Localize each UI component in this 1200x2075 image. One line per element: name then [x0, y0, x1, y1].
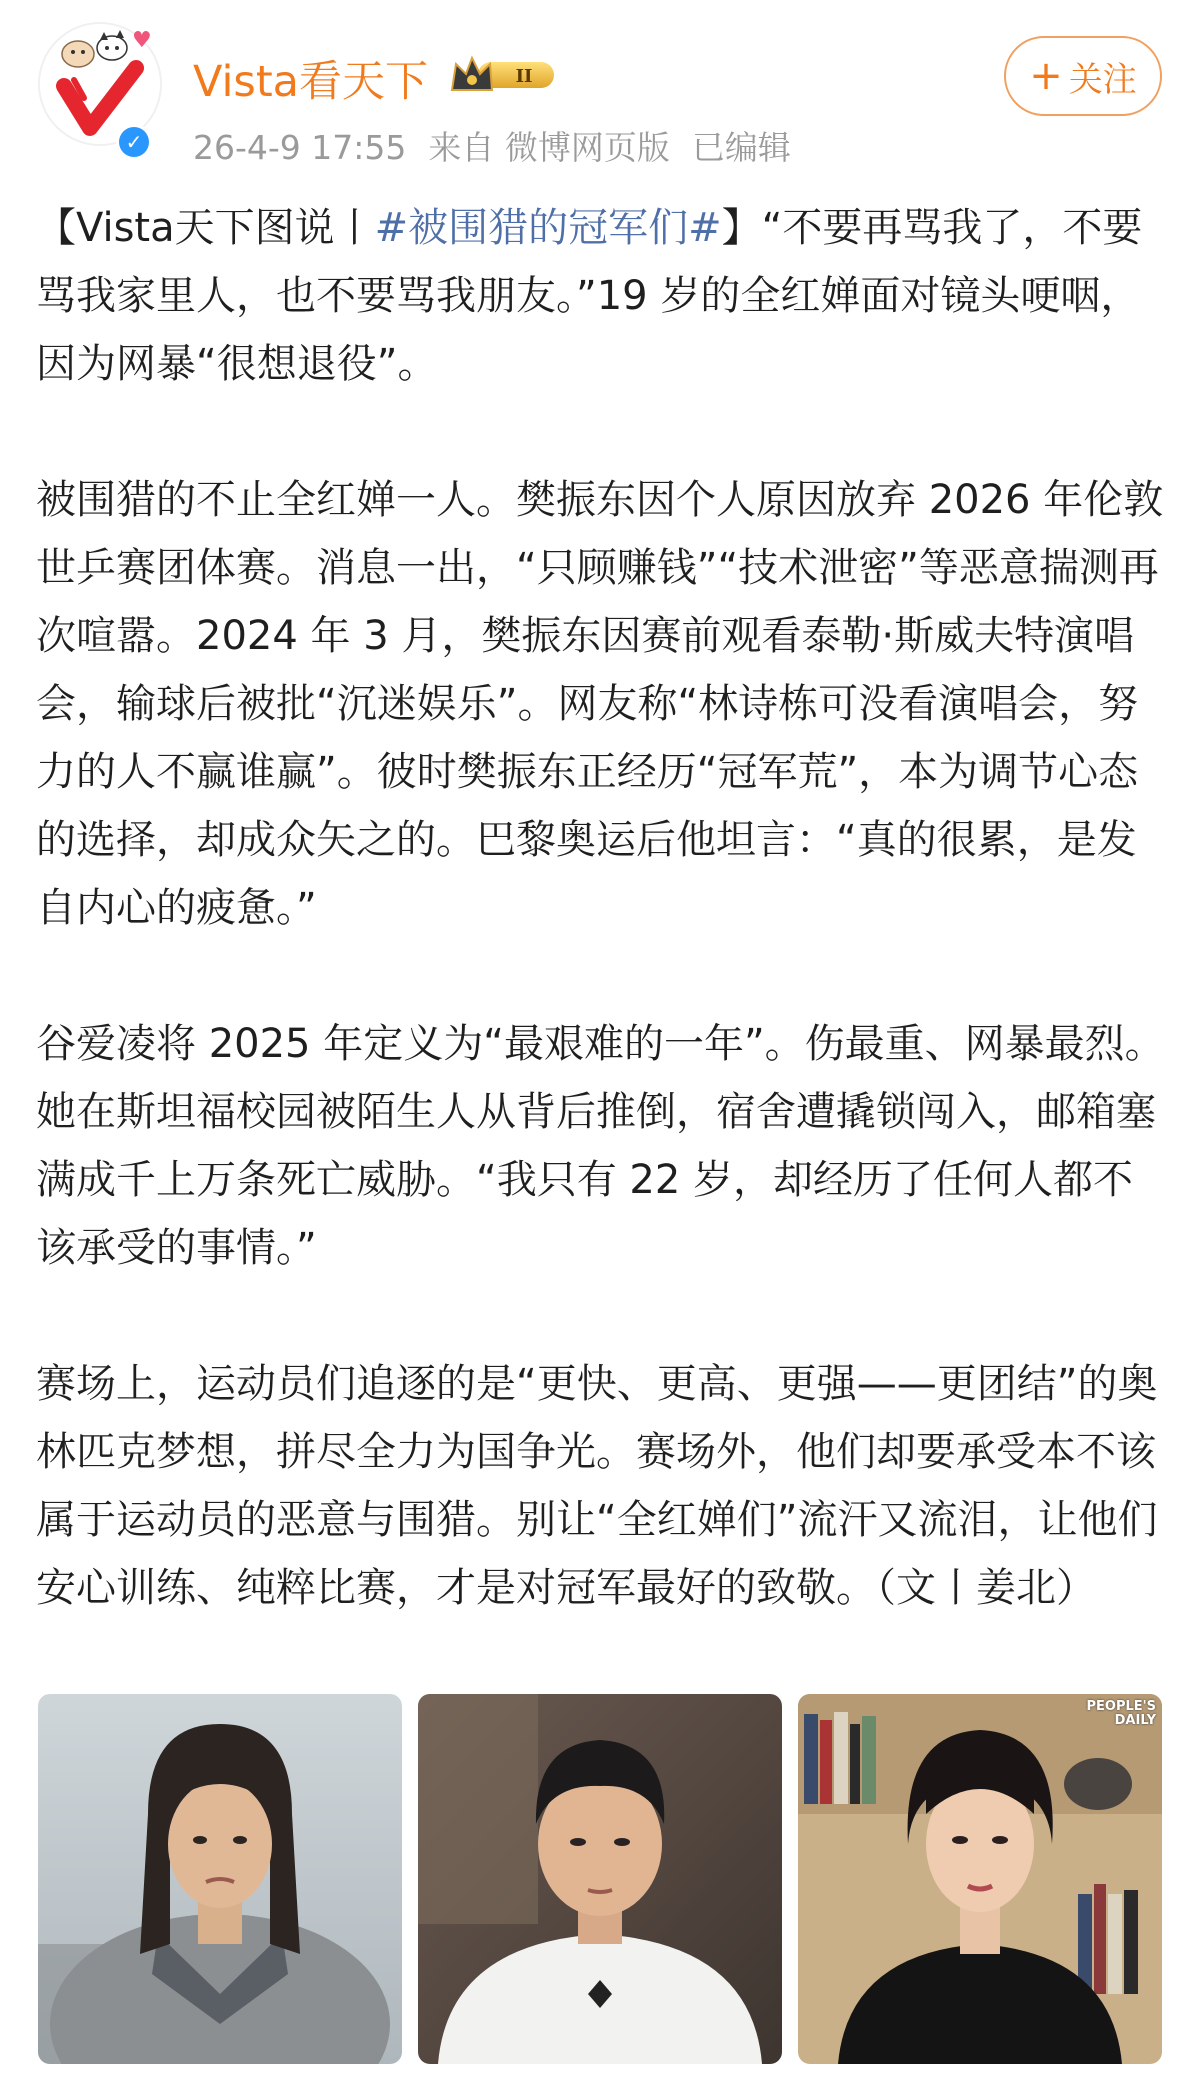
peoples-daily-watermark: PEOPLE'S DAILY [1086, 1699, 1156, 1728]
author-name[interactable]: Vista看天下 [193, 57, 429, 107]
follow-button-label: 关注 [1068, 59, 1137, 100]
heart-decoration-icon: ♥ [132, 28, 152, 53]
paragraph-3: 谷爱凌将 2025 年定义为“最艰难的一年”。伤最重、网暴最烈。她在斯坦福校园被陌生人从背后推倒，宿舍遭撬锁闯入，邮箱塞满成千上万条死亡威胁。“我只有 22 岁，却经历了任何人都不该承受的事情。” [36, 1021, 1165, 1271]
paragraph-prefix: 【Vista天下图说丨 [36, 205, 375, 251]
post-source: 来自 微博网页版 [428, 128, 670, 167]
crown-level-badge-icon [448, 52, 560, 98]
post-time: 26-4-9 17:55 [193, 128, 407, 167]
photo-athlete-3[interactable] [798, 1694, 1162, 2064]
follow-button[interactable] [1004, 36, 1162, 116]
paragraph-text: 】“不要再骂我了，不要骂我家里人，也不要骂我朋友。”19 岁的全红婵面对镜头哽咽，因为网暴“很想退役”。 [36, 205, 1143, 387]
photo-athlete-1[interactable] [38, 1694, 402, 2064]
photo-grid [38, 1694, 1164, 2064]
post-meta [193, 122, 813, 169]
verified-badge-icon: ✓ [116, 124, 152, 160]
post-content [36, 194, 1166, 1622]
post-edited-label[interactable]: 已编辑 [691, 128, 791, 167]
hashtag-link[interactable]: #被围猎的冠军们# [374, 205, 722, 251]
paragraph-2: 被围猎的不止全红婵一人。樊振东因个人原因放弃 2026 年伦敦世乒赛团体赛。消息一出，“只顾赚钱”“技术泄密”等恶意揣测再次喧嚣。2024 年 3 月，樊振东因赛前观看泰勒·斯威夫特演唱会，输球后被批“沉迷娱乐”。网友称“林诗栋可没看演唱会，努力的人不赢谁赢”。彼时樊振东正经历“冠军荒”，本为调节心态的选择，却成众矢之的。巴黎奥运后他坦言：“真的很累，是发自内心的疲惫。” [36, 477, 1164, 931]
photo-athlete-2[interactable] [418, 1694, 782, 2064]
level-badge-text: II [515, 66, 533, 87]
plus-icon: + [1029, 53, 1063, 99]
paragraph-1 [36, 194, 1166, 398]
paragraph-4: 赛场上，运动员们追逐的是“更快、更高、更强——更团结”的奥林匹克梦想，拼尽全力为国争光。赛场外，他们却要承受本不该属于运动员的恶意与围猎。别让“全红婵们”流汗又流泪，让他们安心训练、纯粹比赛，才是对冠军最好的致敬。（文丨姜北） [36, 1361, 1158, 1611]
